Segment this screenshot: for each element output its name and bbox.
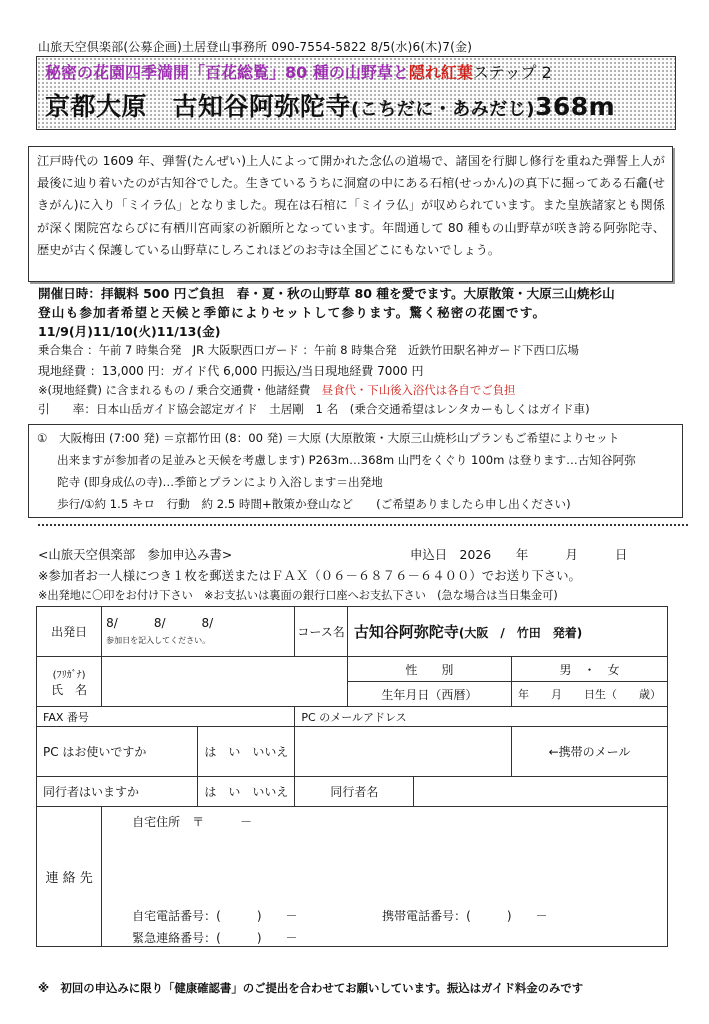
title-line-1 xyxy=(45,60,552,83)
cut-line xyxy=(38,524,688,526)
application-form xyxy=(36,606,668,947)
furigana-label: (ﾌﾘｶﾞﾅ) xyxy=(52,669,86,681)
event-dates-line-3: 11/9(月)11/10(火)11/13(金) xyxy=(38,324,221,339)
description-text: 江戸時代の 1609 年、弾誓(たんぜい)上人によって開かれた念仏の道場で、諸国を行脚し修行を重ねた弾誓上人が最後に辿り着いたのが古知谷でした。生きているうちに洞窟の中にある石棺(せっかん)の真下に掘ってある石龕(せきがん)に入り「ミイラ仏」となりました。現在は石棺に「ミイラ仏」が収められています。また皇族諸家とも関係が深く閑院宮ならびに有栖川宮両家の祈願所となっています。年間通して 80 種もの山野草が咲き誇る阿弥陀寺、歴史が古く保護している山野草にしろこれほどのお寺は全国どこにもないでしょう。 xyxy=(37,154,665,257)
form-row-departure xyxy=(37,607,668,657)
schedule-line-3: 陀寺 (即身成仏の寺)…季節とプランにより入浴します＝出発地 xyxy=(57,475,383,489)
departure-dates: 8/ 8/ 8/ xyxy=(106,615,214,630)
birth-label: 生年月日（西暦） xyxy=(347,682,511,707)
course-name-cell xyxy=(347,607,667,657)
departure-date-field[interactable] xyxy=(102,607,295,657)
schedule-line-4: 歩行/①約 1.5 キロ 行動 約 2.5 時間+散策か登山など (ご希望ありましたら申し出ください) xyxy=(57,497,571,511)
home-phone-label: 自宅電話番号：( ) － xyxy=(132,909,298,923)
mobile-phone-label: 携帯電話番号：( ) － xyxy=(382,909,548,923)
cost-info: 現地経費 ：13,000 円：ガイド代 6,000 円振込/当日現地経費 7000 円 xyxy=(38,364,424,378)
included-note: 昼食代・下山後入浴代は各自でご負担 xyxy=(321,383,516,397)
title-highlight: 隠れ紅葉 xyxy=(408,63,473,82)
pc-use-label: PC はお使いですか xyxy=(37,727,198,777)
schedule-box xyxy=(28,424,683,518)
emergency-phone-label: 緊急連絡番号：( ) － xyxy=(132,931,298,945)
event-dates-line-1: 開催日時：拝観料 500 円ご負担 春・夏・秋の山野草 80 種を愛でます。大原散策・大原三山焼杉山 xyxy=(38,286,615,301)
included-prefix: ※(現地経費) に含まれるもの / 乗合交通費・他諸経費 xyxy=(38,383,322,397)
description-box xyxy=(28,146,673,282)
companion-name-label: 同行者名 xyxy=(295,777,414,807)
name-field[interactable] xyxy=(102,657,348,707)
leader-info: 引 率：日本山岳ガイド協会認定ガイド 土居剛 1 名 (乗合交通希望はレンタカーもしくはガイド車) xyxy=(38,402,590,416)
title-tagline: 秘密の花園四季満開「百花総覧」80 種の山野草と xyxy=(45,63,409,82)
address-label: 自宅住所 〒 － xyxy=(132,815,253,829)
application-note-2: ※出発地に〇印をお付け下さい ※お支払いは裏面の銀行口座へお支払下さい (急な場合は当日集金可) xyxy=(38,589,558,602)
course-name: 古知谷阿弥陀寺 xyxy=(353,623,459,641)
birth-field[interactable]: 年 月 日生（ 歳） xyxy=(511,682,667,707)
application-heading: <山旅天空倶楽部 参加申込み書> xyxy=(38,547,233,562)
title-line-2 xyxy=(45,87,615,123)
course-label: コース名 xyxy=(295,607,347,657)
pc-email-field[interactable] xyxy=(295,727,512,777)
form-row-companion xyxy=(37,777,668,807)
pc-use-options[interactable]: は い いいえ xyxy=(198,727,295,777)
title-main: 京都大原 古知谷阿弥陀寺 xyxy=(45,92,352,121)
gender-label: 性 別 xyxy=(347,657,511,682)
mobile-email-label: ←携帯のメール xyxy=(511,727,667,777)
title-box xyxy=(36,56,676,130)
form-row-contact xyxy=(37,807,668,947)
application-note-1: ※参加者お一人様につき１枚を郵送またはＦＡＸ（０６－６８７６－６４００）でお送り下さい。 xyxy=(38,568,581,583)
name-label: 氏 名 xyxy=(51,682,88,697)
schedule-line-2: 出来ますが参加者の足並みと天候を考慮します) P263m…368m 山門をくぐり 100m は登ります…古知谷阿弥 xyxy=(57,453,636,467)
footer-note: ※ 初回の申込みに限り「健康確認書」のご提出を合わせてお願いしています。振込はガイド料金のみです xyxy=(38,981,584,995)
event-dates-line-2: 登山も参加者希望と天候と季節によりセットして参ります。驚く秘密の花園です。 xyxy=(38,305,547,320)
companion-name-field[interactable] xyxy=(414,777,668,807)
course-origin: (大阪 / 竹田 発着) xyxy=(458,626,583,640)
title-altitude: 368m xyxy=(534,92,616,121)
pc-email-label: PC のメールアドレス xyxy=(295,707,668,727)
meeting-info: 乗合集合 ：午前 7 時集合発 JR 大阪駅西口ガード ：午前 8 時集合発 近鉄竹田駅名神ガード下西口広場 xyxy=(38,343,579,357)
companion-options[interactable]: は い いいえ xyxy=(198,777,295,807)
application-date: 申込日 2026 年 月 日 xyxy=(410,547,628,562)
contact-field[interactable] xyxy=(102,807,668,947)
name-label-cell xyxy=(37,657,102,707)
form-row-pc xyxy=(37,727,668,777)
title-reading: (こちだに・あみだじ) xyxy=(351,99,535,120)
fax-label: FAX 番号 xyxy=(37,707,295,727)
title-step: ステップ 2 xyxy=(472,63,552,82)
included-info xyxy=(38,382,515,398)
contact-label: 連 絡 先 xyxy=(37,807,102,947)
organizer-header: 山旅天空倶楽部(公募企画)土居登山事務所 090-7554-5822 8/5(水)6(木)7(金) xyxy=(38,40,473,54)
departure-hint: 参加日を記入してください。 xyxy=(106,635,211,645)
gender-options[interactable]: 男 ・ 女 xyxy=(511,657,667,682)
form-row-name-top xyxy=(37,657,668,682)
departure-label: 出発日 xyxy=(37,607,102,657)
schedule-line-1: ① 大阪梅田 (7:00 発) ＝京都竹田 (8：00 発) ＝大原 (大原散策・大原三山焼杉山プランもご希望によりセット xyxy=(37,431,620,445)
form-row-labels xyxy=(37,707,668,727)
companion-label: 同行者はいますか xyxy=(37,777,198,807)
